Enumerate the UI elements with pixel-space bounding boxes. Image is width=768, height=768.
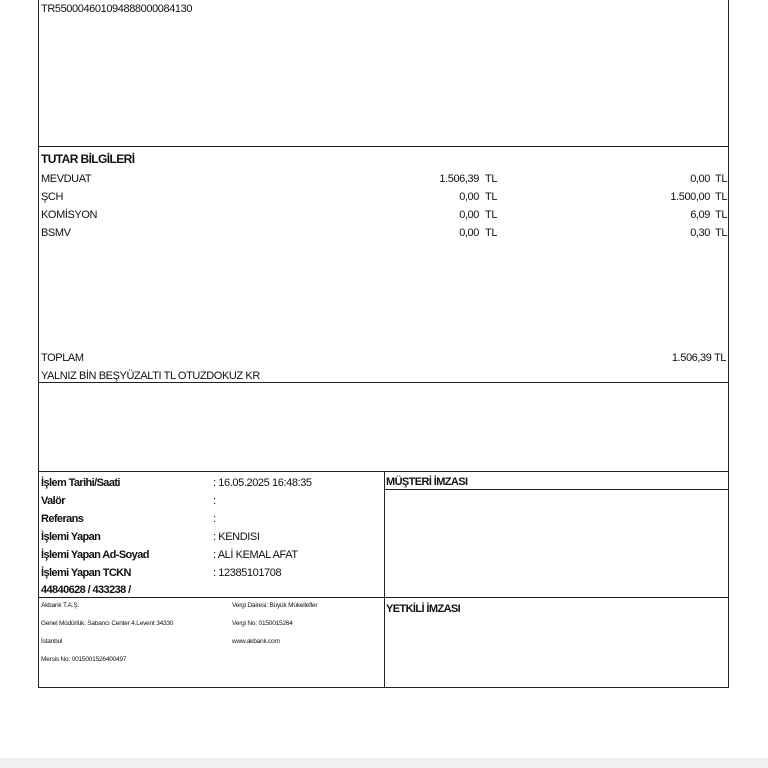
field-value: : 12385101708 bbox=[213, 567, 282, 579]
amount-col2-currency: TL bbox=[715, 173, 728, 185]
amount-col1-currency: TL bbox=[485, 173, 498, 185]
amount-col1-currency: TL bbox=[485, 227, 498, 239]
customer-signature-label: MÜŞTERİ İMZASI bbox=[386, 476, 468, 488]
field-value: : bbox=[213, 495, 216, 507]
amount-col2: 0,30 bbox=[690, 227, 710, 239]
reference-line: 44840628 / 433238 / bbox=[41, 584, 131, 596]
field-label: Valör bbox=[41, 495, 65, 507]
amount-heading: TUTAR BİLGİLERİ bbox=[41, 152, 135, 166]
field-label: İşlemi Yapan Ad-Soyad bbox=[41, 549, 149, 561]
total-value: 1.506,39 TL bbox=[671, 352, 726, 364]
amount-col2-currency: TL bbox=[715, 209, 728, 221]
amount-label: MEVDUAT bbox=[41, 173, 92, 185]
signature-header-divider bbox=[384, 489, 729, 490]
amount-col2: 0,00 bbox=[690, 173, 710, 185]
bank-info-divider bbox=[39, 597, 729, 598]
iban-text: TR550004601094888000084130 bbox=[41, 3, 193, 15]
bank-city: İstanbul bbox=[41, 638, 63, 645]
receipt-document bbox=[38, 0, 729, 687]
amount-label: ŞCH bbox=[41, 191, 64, 203]
blank-section bbox=[38, 382, 729, 472]
amount-section bbox=[38, 146, 729, 383]
field-value: : 16.05.2025 16:48:35 bbox=[213, 477, 312, 489]
amount-col1: 1.506,39 bbox=[439, 173, 479, 185]
bank-name: Akbank T.A.Ş. bbox=[41, 602, 80, 609]
amount-label: BSMV bbox=[41, 227, 71, 239]
column-divider bbox=[384, 472, 385, 687]
page-bottom-strip bbox=[0, 758, 768, 768]
field-label: Referans bbox=[41, 513, 84, 525]
amount-col1: 0,00 bbox=[459, 209, 479, 221]
amount-col2-currency: TL bbox=[715, 227, 728, 239]
field-value: : bbox=[213, 513, 216, 525]
account-section bbox=[38, 0, 729, 147]
amount-col2: 6,09 bbox=[690, 209, 710, 221]
field-label: İşlemi Yapan bbox=[41, 531, 101, 543]
total-label: TOPLAM bbox=[41, 352, 84, 364]
field-label: İşlemi Yapan TCKN bbox=[41, 567, 131, 579]
amount-label: KOMİSYON bbox=[41, 209, 98, 221]
total-in-words: YALNIZ BİN BEŞYÜZALTI TL OTUZDOKUZ KR bbox=[41, 370, 260, 382]
field-value: : ALİ KEMAL AFAT bbox=[213, 549, 298, 561]
amount-col1-currency: TL bbox=[485, 209, 498, 221]
field-value: : KENDISI bbox=[213, 531, 260, 543]
amount-col1: 0,00 bbox=[459, 191, 479, 203]
amount-col2: 1.500,00 bbox=[670, 191, 710, 203]
field-label: İşlem Tarihi/Saati bbox=[41, 477, 120, 489]
bank-address: Genel Müdürlük: Sabancı Center 4.Levent 34330 bbox=[41, 620, 174, 627]
bank-tax-number: Vergi No: 0150015264 bbox=[232, 620, 293, 627]
amount-col2-currency: TL bbox=[715, 191, 728, 203]
bank-website: www.akbank.com bbox=[232, 638, 280, 645]
bank-tax-office: Vergi Dairesi: Büyük Mükellefler bbox=[232, 602, 318, 609]
amount-col1: 0,00 bbox=[459, 227, 479, 239]
authorized-signature-label: YETKİLİ İMZASI bbox=[386, 603, 461, 615]
bank-mersis: Mersis No: 0015001526400497 bbox=[41, 656, 127, 663]
transaction-section bbox=[38, 471, 729, 688]
amount-col1-currency: TL bbox=[485, 191, 498, 203]
